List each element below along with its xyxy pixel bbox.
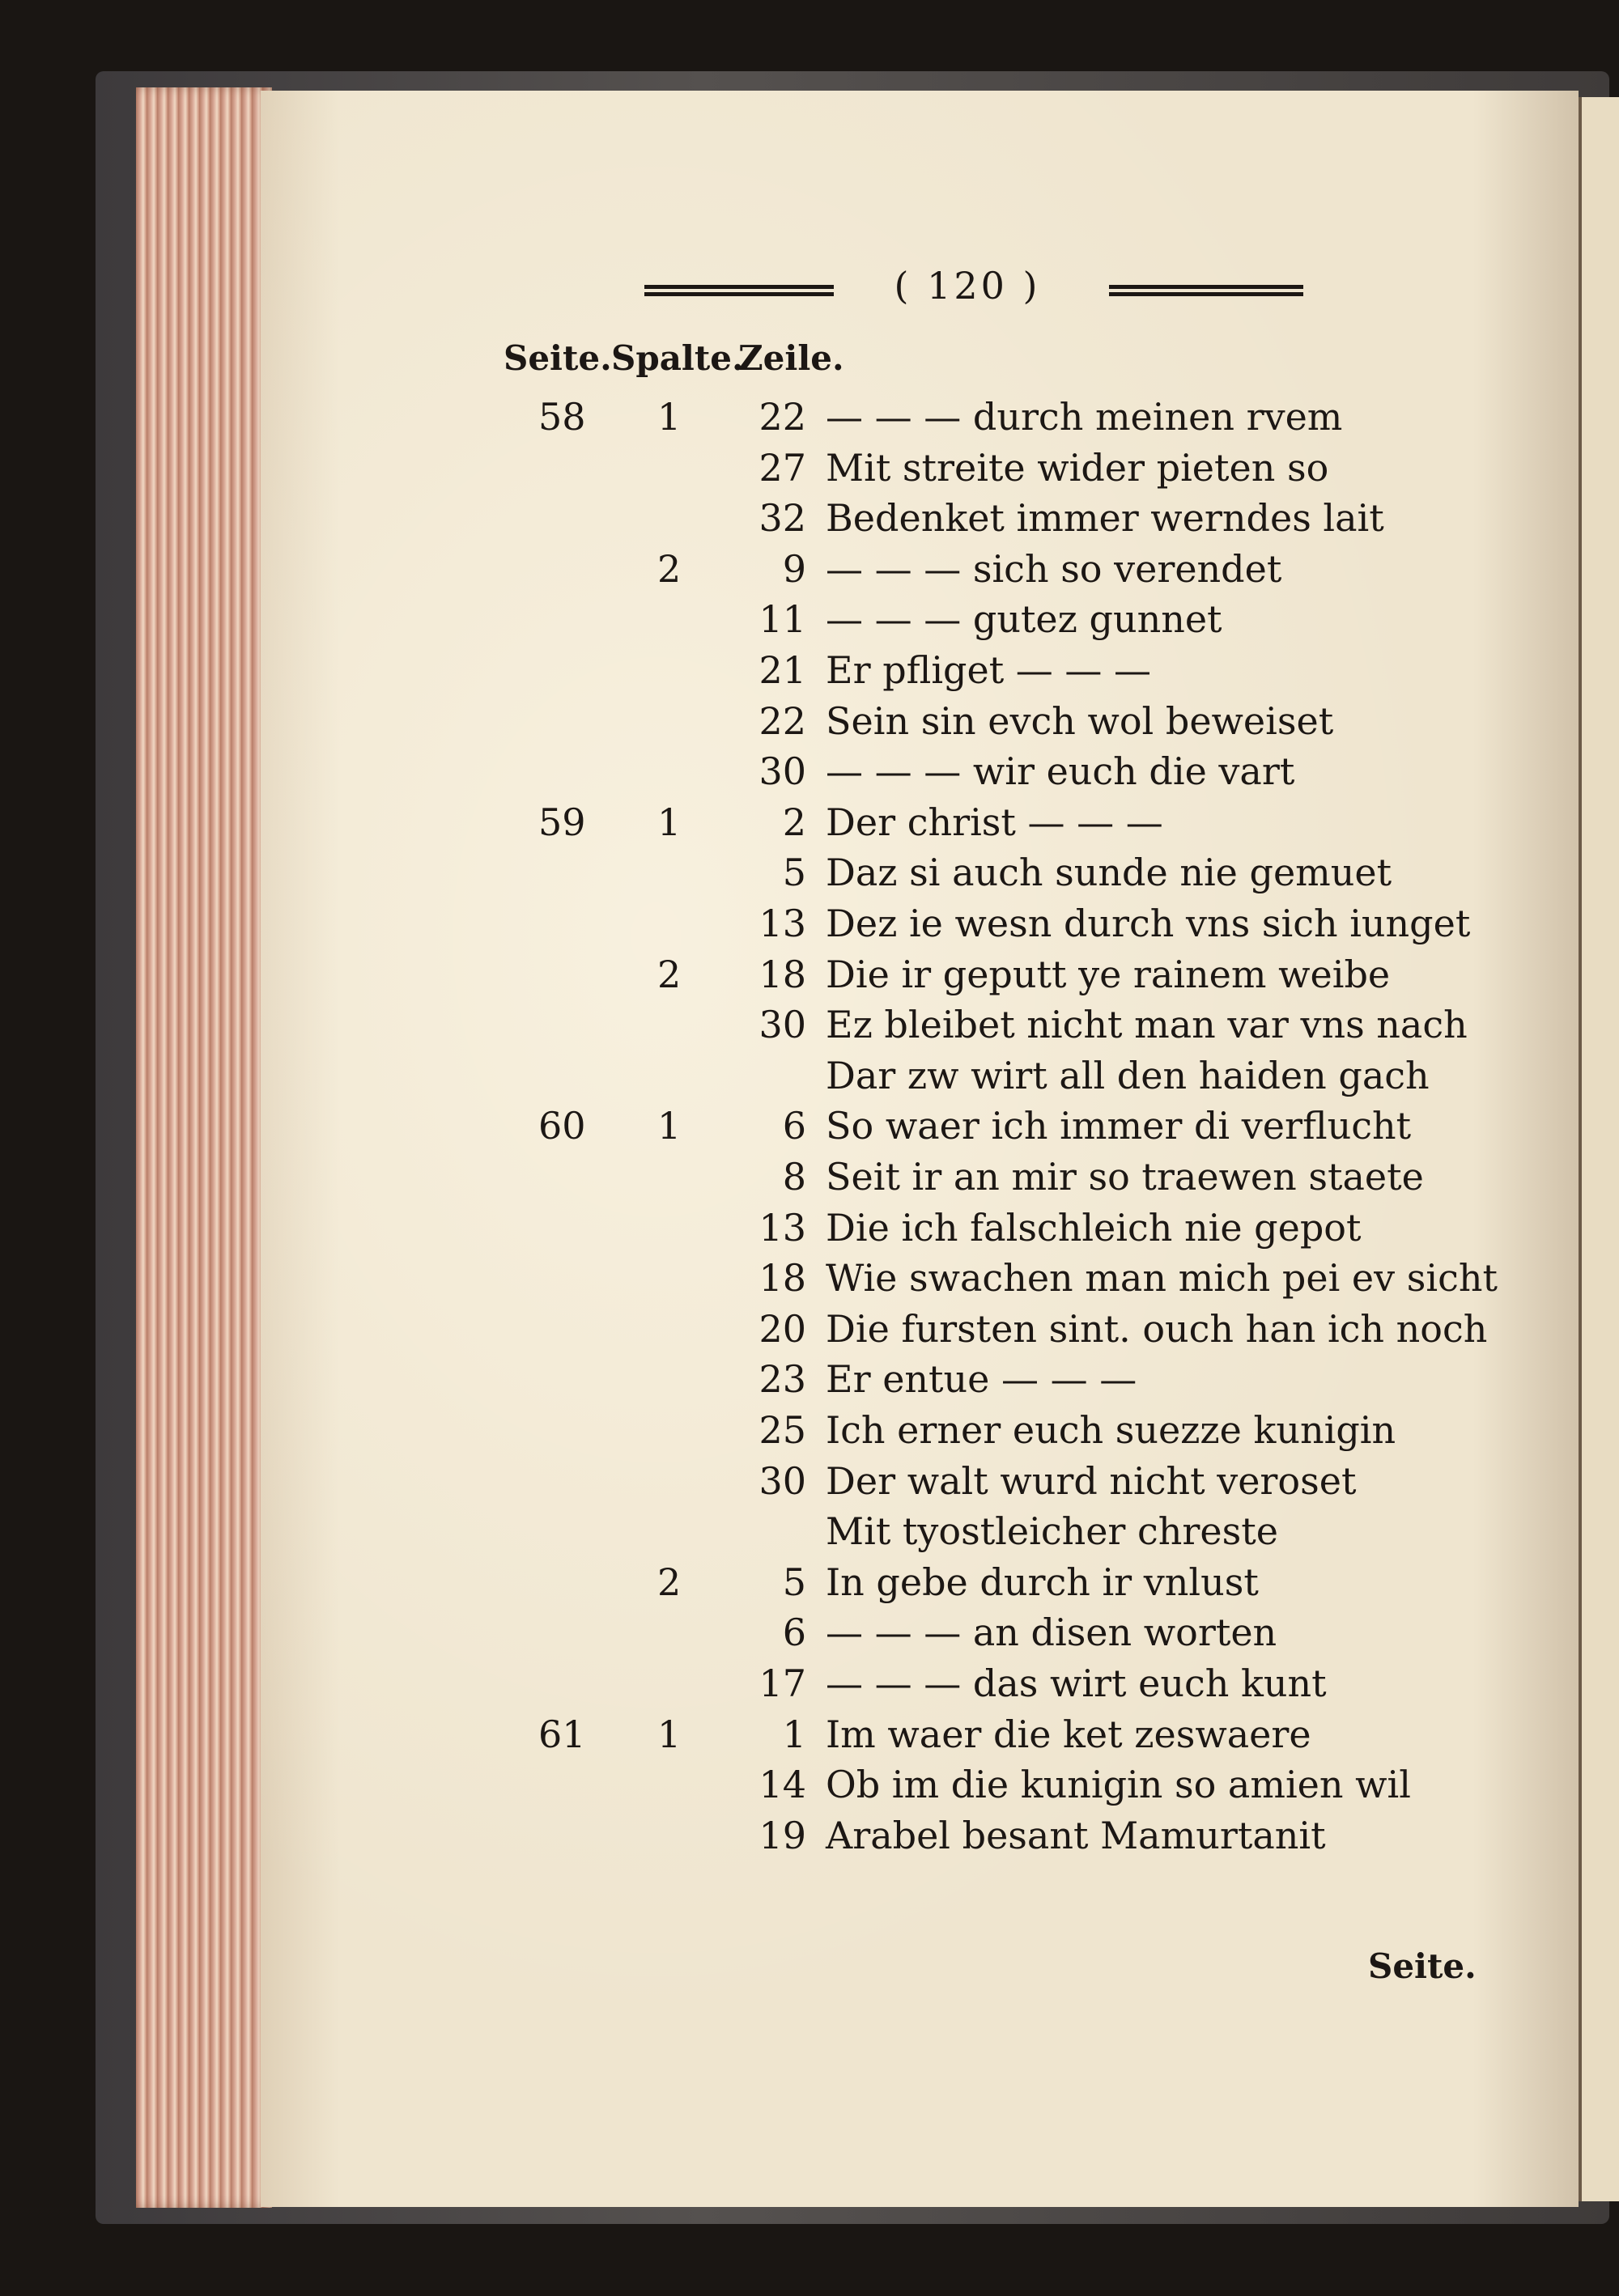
- row-zeile: 20: [759, 1307, 806, 1351]
- row-zeile: 18: [759, 1256, 806, 1300]
- row-text: — — — gutez gunnet: [826, 597, 1222, 641]
- row-text: Der christ — — —: [826, 800, 1163, 844]
- row-text: Ich erner euch suezze kunigin: [826, 1408, 1396, 1452]
- row-zeile: 9: [782, 547, 806, 591]
- row-zeile: 18: [759, 953, 806, 996]
- row-zeile: 30: [759, 749, 806, 793]
- row-zeile: 32: [759, 496, 806, 540]
- row-seite: 59: [538, 800, 586, 844]
- row-text: Im waer die ket zeswaere: [826, 1712, 1311, 1756]
- row-text: — — — an disen worten: [826, 1611, 1277, 1654]
- row-text: Mit tyostleicher chreste: [826, 1509, 1278, 1553]
- row-zeile: 25: [759, 1408, 806, 1452]
- row-zeile: 6: [782, 1611, 806, 1654]
- row-text: Der walt wurd nicht veroset: [826, 1459, 1357, 1503]
- row-spalte: 1: [657, 395, 682, 439]
- row-zeile: 1: [782, 1712, 806, 1756]
- row-spalte: 1: [657, 1104, 682, 1148]
- row-text: Er pfliget — — —: [826, 648, 1152, 692]
- row-text: — — — wir euch die vart: [826, 749, 1295, 793]
- row-text: Sein sin evch wol beweiset: [826, 699, 1334, 743]
- row-spalte: 2: [657, 1560, 682, 1604]
- row-seite: 61: [538, 1712, 586, 1756]
- row-zeile: 5: [782, 851, 806, 894]
- column-header-spalte: Spalte.: [611, 338, 744, 378]
- row-text: Ob im die kunigin so amien wil: [826, 1763, 1411, 1806]
- row-text: Die ich falschleich nie gepot: [826, 1206, 1362, 1250]
- row-zeile: 30: [759, 1003, 806, 1046]
- row-seite: 60: [538, 1104, 586, 1148]
- row-text: Die fursten sint. ouch han ich noch: [826, 1307, 1488, 1351]
- row-text: In gebe durch ir vnlust: [826, 1560, 1259, 1604]
- catchword: Seite.: [1368, 1946, 1477, 1986]
- row-spalte: 2: [657, 953, 682, 996]
- row-zeile: 14: [759, 1763, 806, 1806]
- column-header-seite: Seite.: [504, 338, 612, 378]
- column-header-zeile: Zeile.: [738, 338, 844, 378]
- page-number: ( 120 ): [894, 264, 1041, 308]
- row-text: — — — sich so verendet: [826, 547, 1282, 591]
- row-zeile: 8: [782, 1155, 806, 1199]
- row-text: Daz si auch sunde nie gemuet: [826, 851, 1392, 894]
- row-text: Arabel besant Mamurtanit: [826, 1814, 1326, 1857]
- row-zeile: 11: [759, 597, 806, 641]
- row-zeile: 13: [759, 902, 806, 945]
- row-text: Ez bleibet nicht man var vns nach: [826, 1003, 1468, 1046]
- row-zeile: 17: [759, 1662, 806, 1705]
- row-zeile: 22: [759, 395, 806, 439]
- row-zeile: 6: [782, 1104, 806, 1148]
- row-zeile: 30: [759, 1459, 806, 1503]
- row-zeile: 19: [759, 1814, 806, 1857]
- row-zeile: 27: [759, 446, 806, 490]
- row-zeile: 22: [759, 699, 806, 743]
- row-text: Wie swachen man mich pei ev sicht: [826, 1256, 1498, 1300]
- row-text: — — — durch meinen rvem: [826, 395, 1343, 439]
- row-zeile: 5: [782, 1560, 806, 1604]
- row-seite: 58: [538, 395, 586, 439]
- row-spalte: 1: [657, 1712, 682, 1756]
- row-zeile: 2: [782, 800, 806, 844]
- page-edges: [136, 87, 272, 2208]
- row-zeile: 13: [759, 1206, 806, 1250]
- header-rule-left: [644, 285, 834, 296]
- row-text: Dez ie wesn durch vns sich iunget: [826, 902, 1471, 945]
- row-spalte: 1: [657, 800, 682, 844]
- row-text: — — — das wirt euch kunt: [826, 1662, 1327, 1705]
- row-text: Bedenket immer werndes lait: [826, 496, 1384, 540]
- header-rule-right: [1109, 285, 1303, 296]
- row-text: Mit streite wider pieten so: [826, 446, 1329, 490]
- next-page-edge: [1579, 97, 1619, 2201]
- row-text: Er entue — — —: [826, 1357, 1137, 1401]
- row-text: So waer ich immer di verflucht: [826, 1104, 1412, 1148]
- row-spalte: 2: [657, 547, 682, 591]
- row-zeile: 21: [759, 648, 806, 692]
- row-text: Dar zw wirt all den haiden gach: [826, 1054, 1430, 1097]
- row-text: Seit ir an mir so traewen staete: [826, 1155, 1424, 1199]
- row-zeile: 23: [759, 1357, 806, 1401]
- row-text: Die ir geputt ye rainem weibe: [826, 953, 1391, 996]
